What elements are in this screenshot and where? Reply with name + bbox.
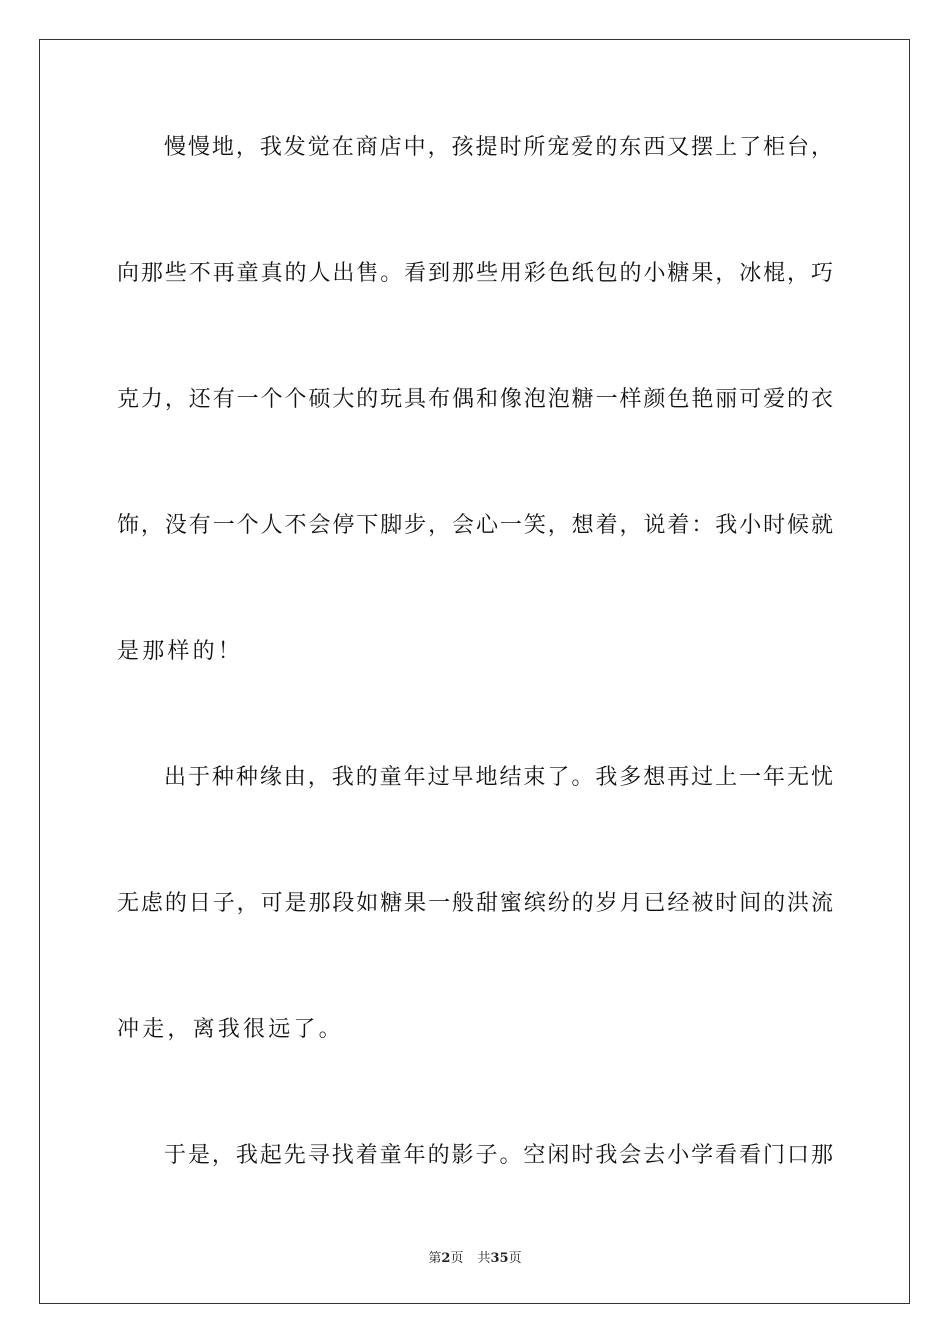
text-line-6: 出于种种缘由，我的童年过早地结束了。我多想再过上一年无忧: [164, 765, 833, 790]
text-line-9: 于是，我起先寻找着童年的影子。空闲时我会去小学看看门口那: [164, 1143, 833, 1168]
footer-page-number: 2: [441, 1251, 451, 1266]
document-body: [117, 116, 833, 1250]
page-footer: [0, 1247, 950, 1266]
text-line-1: 慢慢地，我发觉在商店中，孩提时所宠爱的东西又摆上了柜台，: [164, 135, 833, 160]
text-line-5: 是那样的！: [117, 639, 244, 664]
text-line-2: 向那些不再童真的人出售。看到那些用彩色纸包的小糖果，冰棍，巧: [117, 261, 833, 286]
text-line-4: 饰，没有一个人不会停下脚步，会心一笑，想着，说着：我小时候就: [117, 513, 833, 538]
footer-total-suffix: 页: [508, 1251, 522, 1266]
text-line-8: 冲走，离我很远了。: [117, 1017, 344, 1042]
text-line-3: 克力，还有一个个硕大的玩具布偶和像泡泡糖一样颜色艳丽可爱的衣: [117, 387, 833, 412]
footer-page-suffix: 页: [450, 1251, 464, 1266]
text-line-7: 无虑的日子，可是那段如糖果一般甜蜜缤纷的岁月已经被时间的洪流: [117, 891, 833, 916]
footer-total-pages: 35: [490, 1251, 509, 1266]
footer-page-prefix: 第: [428, 1251, 442, 1266]
footer-total-prefix: 共: [477, 1251, 491, 1266]
